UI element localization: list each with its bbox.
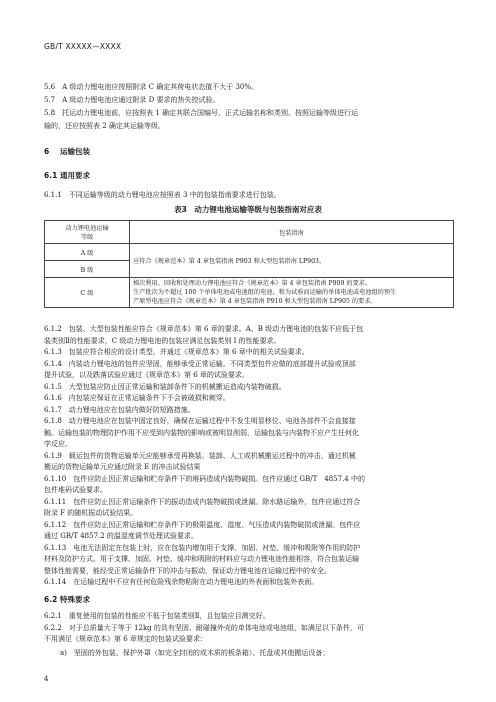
paragraph-line: 搬运的货物运输单元应通过附录 E 的冲击试验结果 [44, 463, 201, 471]
paragraph-line: 整体性能需要，能经受正常运输条件下的冲击与振动，保证动力锂电池在运输过程中的安全。 [44, 566, 331, 575]
section-number: 6.1 [44, 171, 58, 180]
header-text: 动力锂电池运输 等级 [65, 225, 109, 241]
paragraph-line: 包件堆码试验要求。 [44, 486, 107, 494]
paragraph-line: 6.1.7 动力锂电池应在包装内做好防短路措施。 [44, 405, 195, 414]
section-number: 6.2 [44, 595, 58, 604]
clause-5-6: 5.6 A 级动力锂电池应按照附录 C 确定其荷电状态值不大于 30%。 [44, 83, 259, 91]
guide-cell: 应符合《规章范本》第 4 章包装指南 P903 和大型包装指南 LP903。 [130, 244, 454, 278]
paragraph-line: 学反应。 [44, 440, 72, 448]
section-6-heading [44, 146, 90, 157]
clauses-6-2 [44, 611, 456, 646]
paragraph-line: 6.1.10 包件应防止因正常运输和贮存条件下的堆码造成内装物破损。包件应通过 GB/T 4857.4 中的 [44, 474, 365, 483]
table-header-grade [45, 221, 130, 244]
clause-5-8-cont: 输的，还应按照表 2 确定其运输等级。 [44, 122, 165, 130]
paragraph-line: 提升试验，以及跌落试验应通过《规章范本》第 6 章的试验要求。 [44, 371, 249, 379]
paragraph-line: 触。运输包装的物理防护作用不应受到内装物的影响或被明显削弱，运输包装与内装物不应产生任何化 [44, 428, 359, 437]
section-title: 特殊要求 [60, 595, 90, 604]
clause-5-7: 5.7 A 级动力锂电池应通过附录 D 要求的热失控试验。 [44, 96, 220, 104]
clauses-6-1-2-to-6-1-14 [44, 324, 456, 589]
paragraph-line: 6.1.5 大型包装应防止因正常运输和装卸条件下的机械搬运造成内装物破损。 [44, 382, 286, 391]
paragraph-line: 6.2.1 重复使用的包装的性能应不低于包装类别Ⅱ，且包装应目测完好。 [44, 612, 270, 620]
section-6-1-heading [44, 170, 90, 181]
paragraph-line: 6.1.3 包装应符合相应的设计类型，并通过《规章范本》第 6 章中的相关试验要求。 [44, 348, 309, 356]
paragraph-line: 通过 GB/T 4857.2 的温湿度调节处理试验要求。 [44, 532, 198, 540]
section-number: 6 [44, 147, 50, 156]
table-row [45, 278, 454, 308]
paragraph-line: 装类别Ⅱ的性能要求，C 级动力锂电池的包装应满足包装类别 I 的性能要求。 [44, 336, 281, 345]
table-header-row [45, 221, 454, 244]
grade-cell: C 级 [45, 278, 130, 308]
paragraph-line: 6.2.2 对于总质量大于等于 12kg 的具有坚固、耐碰撞外壳的单体电池或电池组，如满足以下条件，可 [44, 623, 364, 632]
section-6-2-heading [44, 594, 90, 605]
grade-cell: A 级 [45, 244, 130, 261]
table-header-guide: 包装指南 [130, 221, 454, 244]
clause-5-8: 5.8 托运动力锂电池前，应按照表 1 确定其联合国编号、正式运输名称和类别。按照运输等级进行运 [44, 109, 359, 117]
list-item-a: a) 坚固的外包装、保护外罩（如完全封闭的或木质的板条箱）、托盘或其他搬运设备； [60, 649, 330, 657]
packaging-table [44, 220, 454, 308]
paragraph-line: 附录 F 的随机振动试验结果。 [44, 509, 138, 517]
paragraph-line: 6.1.12 包件应防止因正常运输和贮存条件下的极限温度、湿度、气压造成内装物破损或泄漏。包件应 [44, 520, 361, 529]
paragraph-line: 6.1.8 动力锂电池应在包装中固定良好，确保在运输过程中不发生明显移位、电池各部件不会直接接 [44, 417, 356, 425]
table-caption: 表3 动力锂电池运输等级与包装指南对应表 [174, 205, 322, 214]
document-header: GB/T XXXXX—XXXX [44, 42, 122, 51]
paragraph-line: 6.1.14 在运输过程中不应有任何危险残余物粘附在动力锂电池的外表面和包装外表面。 [44, 578, 319, 586]
section-title: 通用要求 [60, 171, 90, 180]
page-number: 4 [44, 675, 49, 683]
paragraph-line: 6.1.4 内装动力锂电池的包件应坚固，能够承受正常运输。不同类型包件应做的底部提升试验或顶部 [44, 359, 356, 368]
table-row [45, 244, 454, 261]
paragraph-line: 6.1.11 包件应防止因正常运输条件下的振动造成内装物破损或泄漏。除水路运输外，包件应通过符合 [44, 497, 361, 506]
guide-cell [130, 278, 454, 308]
guide-line: 梯次利用、回收和处理动力锂电池应符合《规章范本》第 4 章包装指南 P909 的要求。 [133, 280, 372, 287]
paragraph-line: 材料及防护方式。用于支撑、加固、衬垫、缓冲和吸附的材料应与动力锂电池性能相容，符合包装运输 [44, 555, 359, 563]
paragraph-line: 6.1.6 内包装应保证在正常运输条件下不会被破损和刺穿。 [44, 394, 230, 402]
paragraph-line: 不用满足《规章范本》第 6 章规定的包装试验要求： [44, 635, 207, 643]
clause-6-1-1: 6.1.1 不同运输等级的动力锂电池应按照表 3 中的包装指南要求进行包装。 [44, 191, 281, 199]
section-title: 运输包装 [60, 147, 90, 156]
paragraph-line: 6.1.2 包装、大型包装性能应符合《规章范本》第 6 章的要求。A、B 级动力锂电池的包装不应低于包 [44, 325, 364, 333]
grade-cell: B 级 [45, 261, 130, 278]
paragraph-line: 6.1.13 电池无法固定在包装上时，应在包装内增加用于支撑、加固、衬垫、缓冲和吸附等作用的防护 [44, 543, 361, 552]
guide-line: 产原型电池应符合《规章范本》第 4 章包装指南 P910 和大型包装指南 LP905 的要求。 [133, 298, 377, 305]
paragraph-line: 6.1.9 载运包件的货物运输单元应能够承受再换装、装卸、人工或机械搬运过程中的冲击，通过机械 [44, 451, 356, 460]
guide-line: 生产批次为不超过 100 个单体电池或电池组的电池，和为试验而运输的单体电池或电池组的预生 [133, 289, 397, 296]
